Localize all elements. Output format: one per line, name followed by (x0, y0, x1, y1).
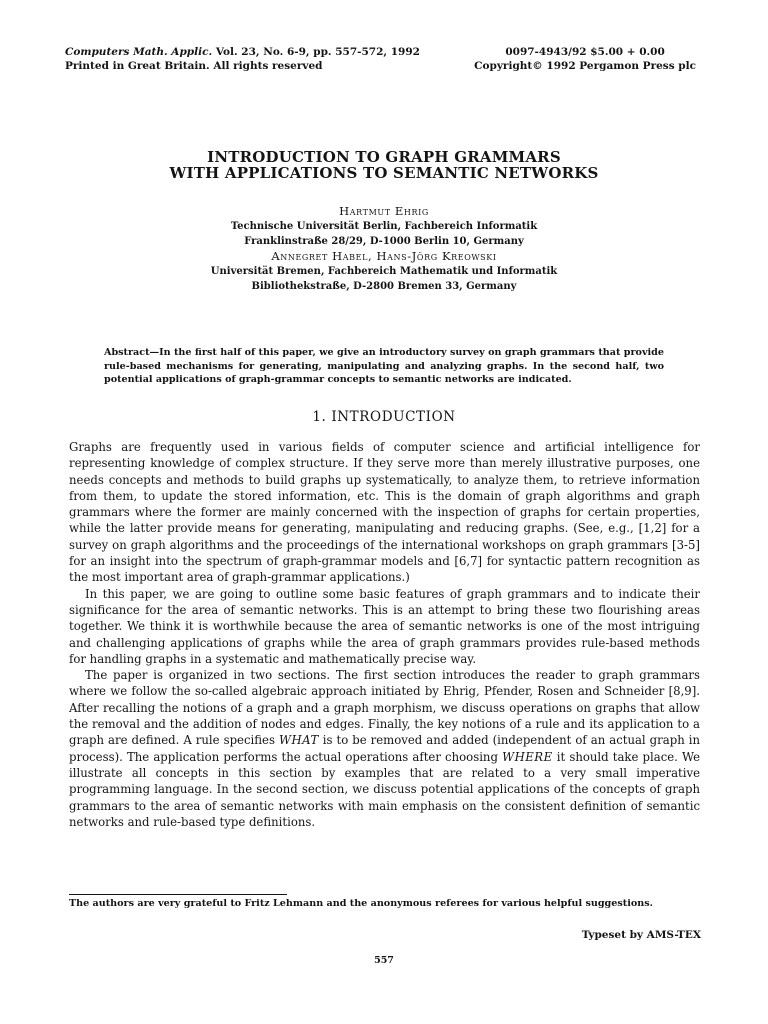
journal-name: Computers Math. Applic. (65, 46, 213, 58)
emphasis-what: WHAT (278, 733, 319, 748)
author-2: Annegret Habel, Hans-Jörg Kreowski (271, 249, 497, 263)
copyright-block (474, 45, 696, 73)
paragraph-2: In this paper, we are going to outline some basic features of graph grammars and to indicate their significance for the area of semantic networks. This is an attempt to bring these two flourishing areas together. We think it is worthwhile because the area of semantic networks is one of the most intriguing and challenging applications of graphs while the area of graph grammars provides rule-based methods for handling graphs in a systematic and mathematically precise way. (69, 586, 700, 666)
printed-note: Printed in Great Britain. All rights reserved (65, 60, 323, 72)
body-text (69, 439, 700, 830)
issn-code: 0097-4943/92 $5.00 + 0.00 (505, 46, 665, 58)
affiliation-1-line-1: Technische Universität Berlin, Fachbereich Informatik (230, 221, 538, 232)
typeset-note: Typeset by AMS-TEX (581, 929, 701, 941)
emphasis-where: WHERE (502, 749, 553, 764)
affiliation-1-line-2: Franklinstraße 28/29, D-1000 Berlin 10, Germany (244, 236, 524, 247)
title-line-1: INTRODUCTION TO GRAPH GRAMMARS (207, 148, 561, 166)
paragraph-3-part-b: is to be removed and added (independent of an actual graph in process). The application performs the actual operations after choosing (69, 733, 700, 764)
paragraph-1: Graphs are frequently used in various fields of computer science and artificial intelligence for representing knowledge of complex structure. If they serve more than merely illustrative purposes, one needs concepts and methods to build graphs up systematically, to analyze them, to retrieve information from them, to update the stored information, etc. This is the domain of graph algorithms and graph grammars where the former are mainly concerned with the inspection of graphs for certain properties, while the latter provide means for generating, manipulating and reducing graphs. (See, e.g., [1,2] for a survey on graph algorithms and the proceedings of the international workshops on graph grammars [3-5] for an insight into the spectrum of graph-grammar models and [6,7] for syntactic pattern recognition as the most important area of graph-grammar applications.) (69, 440, 700, 585)
abstract-text: —In the first half of this paper, we give an introductory survey on graph grammars that provide rule-based mechanisms for generating, manipulating and analyzing graphs. In the second half, two potential applications of graph-grammar concepts to semantic networks are indicated. (104, 347, 664, 385)
abstract (104, 346, 664, 387)
abstract-label: Abstract (104, 347, 150, 358)
paper-title (0, 149, 768, 181)
copyright-line: Copyright© 1992 Pergamon Press plc (474, 60, 696, 72)
paragraph-3-part-a: The paper is organized in two sections. The first section introduces the reader to graph grammars where we follow the so-called algebraic approach initiated by Ehrig, Pfender, Rosen and Schneider [8,9]. After recalling the notions of a graph and a graph morphism, we discuss operations on graphs that allow the removal and the addition of nodes and edges. Finally, the key notions of a rule and its application to a graph are defined. A rule specifies (69, 668, 700, 748)
footnote-rule (69, 894, 287, 895)
title-line-2: WITH APPLICATIONS TO SEMANTIC NETWORKS (169, 164, 599, 182)
page-number: 557 (374, 955, 394, 966)
affiliation-2-line-1: Universität Bremen, Fachbereich Mathematik und Informatik (210, 266, 558, 277)
author-1: Hartmut Ehrig (339, 204, 429, 218)
footnote: The authors are very grateful to Fritz Lehmann and the anonymous referees for various helpful suggestions. (69, 898, 653, 909)
author-block (0, 204, 768, 294)
affiliation-2-line-2: Bibliothekstraße, D-2800 Bremen 33, Germany (251, 281, 517, 292)
paragraph-3-part-c: it should take place. We illustrate all concepts in this section by examples that are related to a very small imperative programming language. In the second section, we discuss potential applications of the concepts of graph grammars to the area of semantic networks with main emphasis on the consistent definition of semantic networks and rule-based type definitions. (69, 749, 700, 829)
journal-citation: Vol. 23, No. 6-9, pp. 557-572, 1992 (215, 46, 420, 58)
section-heading: 1. INTRODUCTION (312, 409, 456, 425)
paragraph-3 (69, 667, 700, 830)
journal-header (65, 45, 420, 73)
